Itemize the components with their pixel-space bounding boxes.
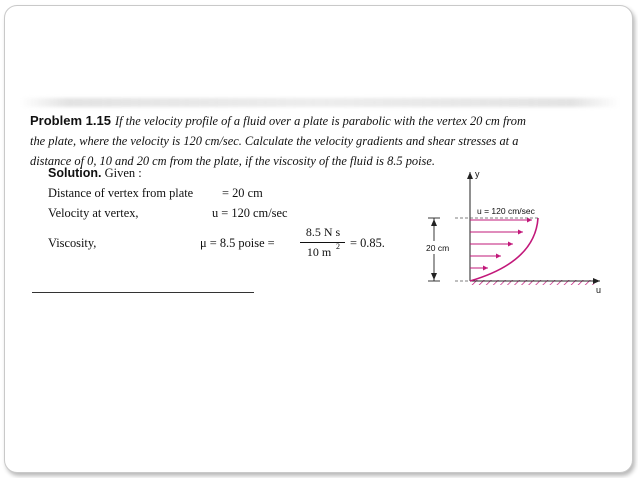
velocity-arrows bbox=[470, 220, 532, 268]
vertex-velocity-label: u = 120 cm/sec bbox=[477, 206, 535, 216]
y-axis-label: y bbox=[475, 169, 480, 179]
solution-given: Given : bbox=[104, 166, 142, 180]
fraction-result: = 0.85. bbox=[350, 236, 385, 250]
given-distance-label: Distance of vertex from plate bbox=[48, 186, 194, 200]
problem-label: Problem 1.15 bbox=[30, 113, 111, 128]
problem-line-1: If the velocity profile of a fluid over a plate is parabolic with the vertex 20 cm from bbox=[114, 114, 526, 128]
problem-line-2: the plate, where the velocity is 120 cm/sec. Calculate the velocity gradients and shear stresses at a bbox=[30, 134, 519, 148]
problem-line-3: distance of 0, 10 and 20 cm from the plate, if the viscosity of the fluid is 8.5 poise. bbox=[30, 154, 435, 168]
given-viscosity-value: μ = 8.5 poise = bbox=[200, 236, 275, 250]
fraction-exponent: 2 bbox=[336, 242, 340, 251]
fraction-numerator: 8.5 N s bbox=[305, 225, 341, 239]
parabolic-profile-curve bbox=[470, 218, 538, 281]
given-velocity-label: Velocity at vertex, bbox=[48, 206, 139, 220]
u-axis-label: u bbox=[596, 285, 602, 295]
given-viscosity-label: Viscosity, bbox=[48, 236, 97, 250]
dimension-arrow-up bbox=[431, 219, 437, 226]
height-label: 20 cm bbox=[426, 243, 450, 253]
given-distance-value: = 20 cm bbox=[222, 186, 263, 200]
given-velocity-value: u = 120 cm/sec bbox=[212, 206, 288, 220]
solution-label: Solution. bbox=[48, 166, 102, 180]
fraction-denominator: 10 m bbox=[306, 245, 332, 259]
dimension-arrow-down bbox=[431, 273, 437, 280]
